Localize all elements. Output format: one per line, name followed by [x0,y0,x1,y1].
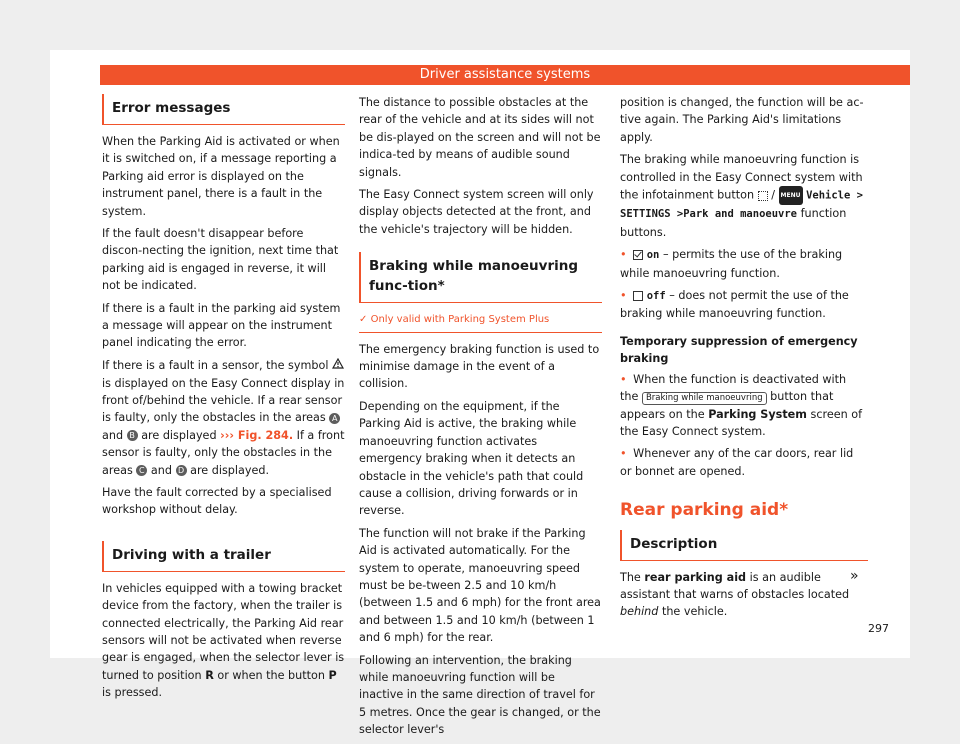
paragraph: If the fault doesn't disappear before discon-necting the ignition, next time that parking aid is engaged in reverse, it will not be indicated. [102,227,339,293]
paragraph: The function will not brake if the Parking Aid is activated automatically. For the system to operate, manoeuvring speed must be be-tween 2.5 and 10 km/h (between 1.5 and 6 mph) for the front area and between 1.5 and 10 km/h (between 1 and 6 mph) for the rear. [359,526,601,645]
bullet-doors-opened: • Whenever any of the car doors, rear lid or bonnet are opened. [620,447,854,478]
heading-temporary-suppression: Temporary suppression of emergency braking [620,334,858,366]
badge-a: A [329,413,340,424]
manual-page [50,50,910,737]
paragraph: When the Parking Aid is activated or when it is switched on, if a message reporting a Parking aid error is displayed on the instrument panel, there is a fault in the system. [102,135,340,218]
column-2 [359,94,602,744]
badge-b: B [127,430,138,441]
validity-note: ✓ Only valid with Parking System Plus [359,311,602,332]
column-1 [102,94,345,707]
empty-checkbox-icon [633,291,643,301]
paragraph: Depending on the equipment, if the Parking Aid is active, the braking while manoeuvring function activates emergency braking when it detects an obstacle in the vehicle's path that could cause a collision, driving forwards or in reverse. [359,399,584,518]
paragraph-infotainment: The braking while manoeuvring function is controlled in the Easy Connect system with the infotainment button / MENU Vehicle > SETTINGS >Park and manoeuvre function buttons. [620,153,863,239]
badge-c: C [136,465,147,476]
paragraph-sensor-fault: If there is a fault in a sensor, the symbol is displayed on the Easy Connect display in front of/behind the vehicle. If a rear sensor is faulty, only the obstacles in the areas A and B are displayed ››› Fig. 284. If a front sensor is faulty, only the obstacles in the areas C and D are displayed. [102,358,345,477]
heading-error-messages: Error messages [102,94,345,125]
braking-while-manoeuvring-button: Braking while manoeuvring [642,392,767,405]
heading-braking-while-manoeuvring: Braking while manoeuvring func-tion* [359,252,602,303]
heading-rear-parking-aid: Rear parking aid* [620,500,789,521]
paragraph: The emergency braking function is used to minimise damage in the event of a collision. [359,342,600,391]
page-number: 297 [868,622,889,635]
badge-d: D [176,465,187,476]
paragraph: If there is a fault in the parking aid system a message will appear on the instrument panel indicating the error. [102,301,341,350]
paragraph: Have the fault corrected by a specialised workshop without delay. [102,486,332,517]
paragraph-description: The rear parking aid is an audible assistant that warns of obstacles located behind the vehicle. [620,570,850,619]
bullet-on: • on – permits the use of the braking while manoeuvring function. [620,248,843,280]
heading-description: Description [620,530,868,561]
checked-checkbox-icon [633,250,643,260]
heading-driving-with-trailer: Driving with a trailer [102,541,345,572]
paragraph: position is changed, the function will be ac-tive again. The Parking Aid's limitations apply. [620,96,864,144]
figure-reference-link[interactable]: ››› Fig. 284. [220,428,294,442]
paragraph: Following an intervention, the braking while manoeuvring function will be inactive in the same direction of travel for 5 metres. Once the gear is changed, or the selector lever's [359,653,601,737]
section-banner: Driver assistance systems [100,65,910,85]
warning-triangle-icon [332,357,344,374]
menu-button-icon: MENU [779,186,803,205]
bullet-deactivated: • When the function is deactivated with the Braking while manoeuvring button that appears on the Parking System screen of the Easy Connect system. [620,372,863,438]
continued-marker: » [850,568,859,584]
paragraph: The distance to possible obstacles at the rear of the vehicle and at its sides will not be dis-played on the screen and will not be indica-ted by means of audible sound signals. [359,96,601,179]
gear-position-r: R [205,668,214,682]
apps-grid-icon [758,191,768,201]
paragraph: The Easy Connect system screen will only display objects detected at the front, and the vehicle's trajectory will be hidden. [359,188,594,236]
bullet-off: • off – does not permit the use of the braking while manoeuvring function. [620,289,849,321]
checkmark-icon: ✓ [359,314,368,326]
column-3 [620,94,868,626]
park-assist-button-icon: P [328,668,337,682]
paragraph-trailer: In vehicles equipped with a towing bracket device from the factory, when the trailer is connected electrically, the Parking Aid rear sensors will not be activated when reverse gear is engaged, when the selector lever is turned to position R or when the button P is pressed. [102,581,345,700]
